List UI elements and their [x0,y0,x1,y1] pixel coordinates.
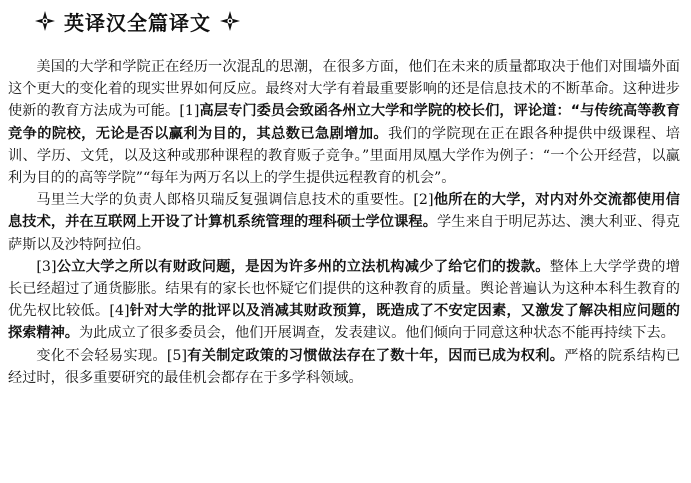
text-segment: 我们的学院现在正在跟各种提供中级课程、培训、学历、文凭，以及这种或那种课程的教育贩子竞争。”里面用凤凰大学作为例子：“一个公开经营，以赢利为目的的高等学院”“每年为两万名以上的学生提供远程教育的机会”。 [8,125,680,187]
ornament-icon [219,10,241,32]
document-page [8,0,684,483]
paragraph-2 [8,189,680,256]
text-segment: 严格的院系结构已经过时，很多重要研究的最佳机会都存在于多学科领域。 [8,347,680,386]
text-segment: 马里兰大学的负责人郎格贝瑞反复强调信息技术的重要性。[2] [36,192,434,209]
text-segment: 变化不会轻易实现。[5] [36,347,187,364]
text-segment: 为此成立了很多委员会，他们开展调查，发表建议。他们倾向于同意这种状态不能再持续下去。 [78,325,675,342]
text-segment: [3] [36,258,57,275]
highlighted-sentence: 针对大学的批评以及消减其财政预算，既造成了不安定因素，又激发了解决相应问题的探索精神。 [8,303,680,342]
highlighted-sentence: 公立大学之所以有财政问题，是因为许多州的立法机构减少了给它们的拨款。 [56,258,550,275]
text-segment: 美国的大学和学院正在经历一次混乱的思潮，在很多方面，他们在未来的质量都取决于他们对围墙外面这个更大的变化着的现实世界如何反应。最终对大学有着最重要影响的还是信息技术的不断革命。这种进步使新的教育方法成为可能。[1] [8,59,680,120]
text-segment: 学生来自于明尼苏达、澳大利亚、得克萨斯以及沙特阿拉伯。 [8,214,680,253]
highlighted-sentence: 他所在的大学，对内对外交流都使用信息技术，并在互联网上开设了计算机系统管理的理科硕士学位课程。 [8,192,680,231]
highlighted-sentence: 高层专门委员会致函各州立大学和学院的校长们，评论道：“与传统高等教育竞争的院校，无论是否以赢利为目的，其总数已急剧增加。 [8,103,681,142]
translation-body [8,56,680,389]
text-segment: 整体上大学学费的增长已经超过了通货膨胀。结果有的家长也怀疑它们提供的这种教育的质量。舆论普遍认为这种本科生教育的优先权比较低。[4] [8,258,680,320]
ornament-icon [34,10,56,32]
paragraph-4 [8,345,680,389]
paragraph-3 [8,256,680,345]
paragraph-1 [8,56,680,189]
section-title: 英译汉全篇译文 [64,10,211,35]
highlighted-sentence: 有关制定政策的习惯做法存在了数十年，因而已成为权利。 [186,347,565,364]
section-heading [34,6,241,36]
